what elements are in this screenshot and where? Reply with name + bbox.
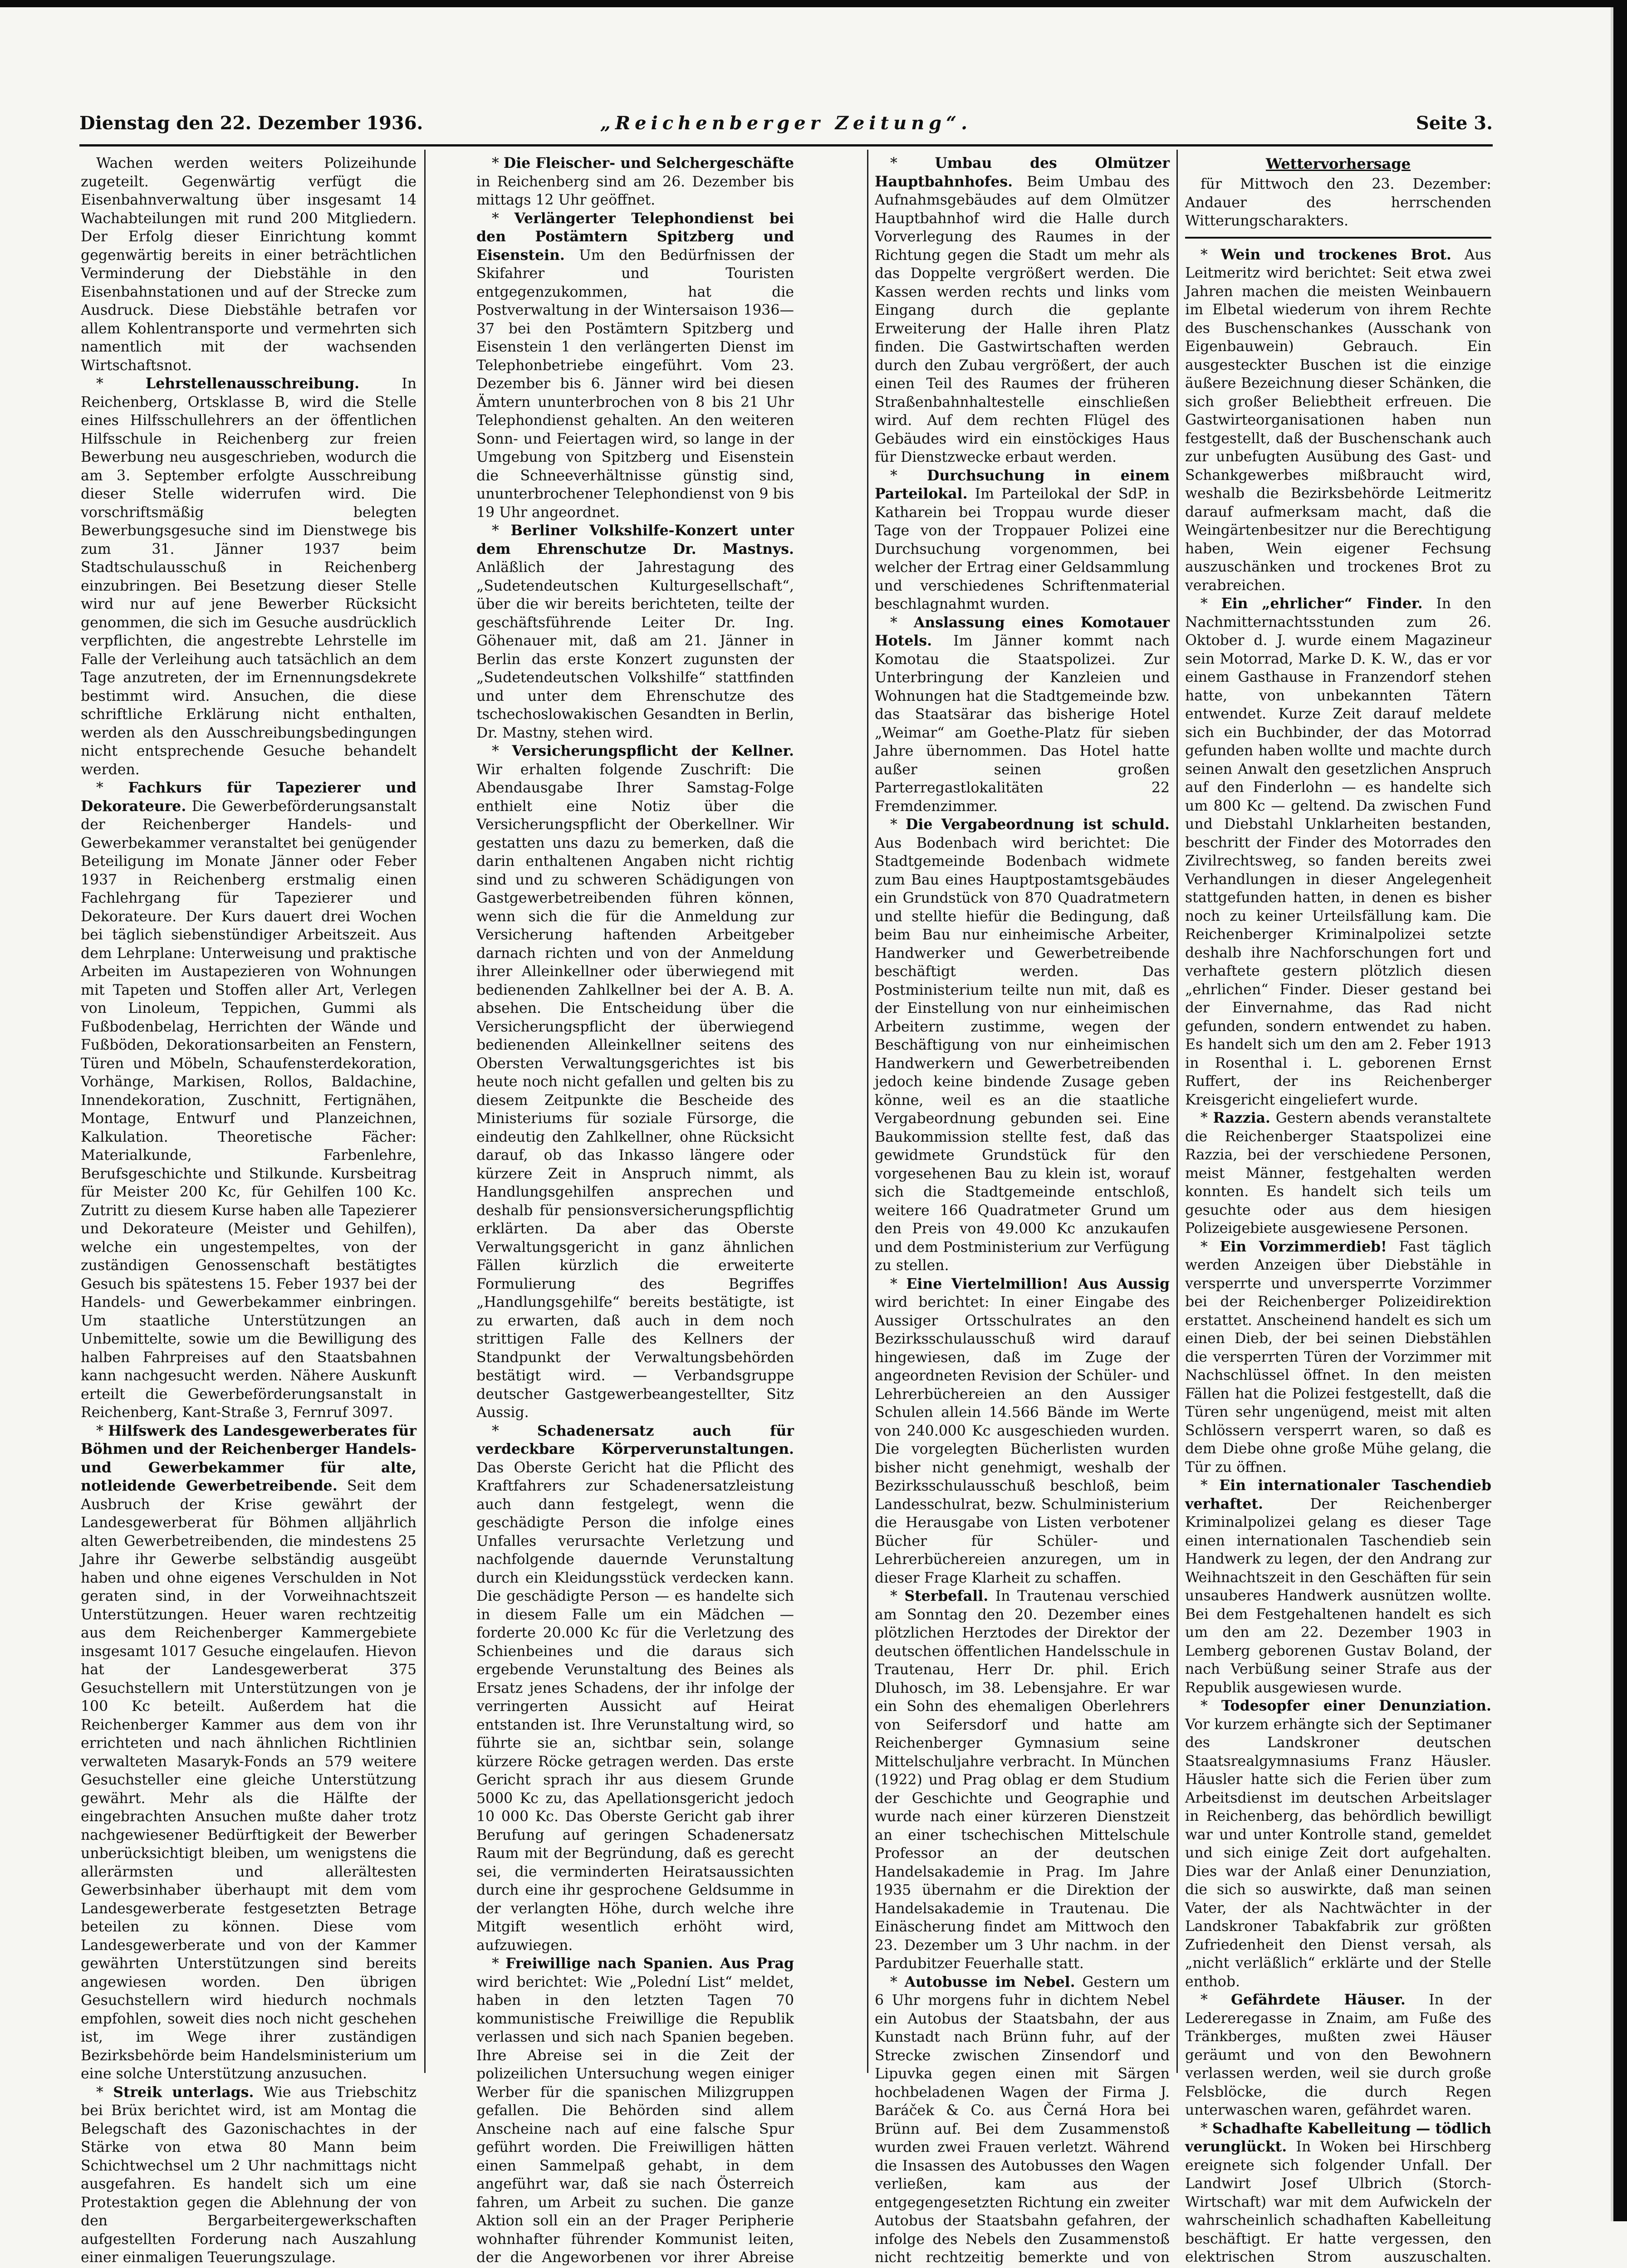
article-body: wird berichtet: Wie „Polední List“ meldet, haben in den letzten Tagen 70 kommunistische Freiwillige die Republik verlassen und sich nach Spanien begeben. Ihre Abreise sei in die Zeit der polizeilichen Untersuchung wegen einiger Werber für die spanischen Milizgruppen gefallen. Die Behörden sind allem Anscheine nach auf eine falsche Spur geführt worden. Die Freiwilligen hätten einen Sammelpaß gehabt, in dem angeführt war, daß sie nach Österreich fahren, um Arbeit zu suchen. Die ganze Aktion soll ein an der Prager Peripherie wohnhafter führender Kommunist leiten, der die Angeworbenen vor ihrer Abreise: [476, 1974, 794, 2268]
bullet-icon: *: [492, 743, 512, 759]
bullet-icon: *: [492, 1955, 505, 1972]
page-header: [79, 105, 1493, 142]
bullet-icon: *: [492, 155, 504, 171]
column-3: [875, 154, 1170, 2082]
newspaper-title: „Reichenberger Zeitung“.: [79, 105, 1493, 142]
article: [875, 614, 1170, 816]
article-body: In der Ledereregasse in Znaim, am Fuße des Tränkberges, mußten zwei Häuser geräumt und von den Bewohnern verlassen werden, weil sie durch große Felsblöcke, die durch Regen unterwaschen waren, gefährdet waren.: [1185, 1992, 1491, 2118]
article-body: wird berichtet: In einer Eingabe des Aussiger Ortsschulrates an den Bezirksschulausschuß wird darauf hingewiesen, daß im Zuge der angeordneten Revision der Schüler- und Lehrerbüchereien an den Aussiger Schulen allein 14.566 Bände im Werte von 240.000 Kc ausgeschieden wurden. Die vorgelegten Bücherlisten wurden bisher nicht genehmigt, weshalb der Bezirksschulausschuß beschloß, beim Landesschulrat, bezw. Schulministerium die Herausgabe von Listen verbotener Bücher für Schüler- und Lehrerbüchereien anzuregen, um in dieser Frage Klarheit zu schaffen.: [875, 1294, 1170, 1586]
weather-forecast-text: für Mittwoch den 23. Dezember: Andauer des herrschenden Witterungscharakters.: [1185, 175, 1491, 230]
bullet-icon: *: [492, 523, 511, 539]
article: [476, 1422, 794, 1955]
article-body: Wachen werden weiters Polizeihunde zugeteilt. Gegenwärtig verfügt die Eisenbahnverwaltung über insgesamt 14 Wachabteilungen mit rund 200 Mitgliedern. Der Erfolg dieser Einrichtung kommt gegenwärtig bereits in einer beträchtlichen Verminderung der Diebstähle in den Eisenbahnstationen und auf der Strecke zum Ausdruck. Diese Diebstähle betrafen vor allem Kohlentransporte und vermehrten sich namentlich mit der wachsenden Wirtschaftsnot.: [81, 155, 417, 374]
article-body: Fast täglich werden Anzeigen über Diebstähle in versperrte und unversperrte Vorzimmer bei der Reichenberger Polizeidirektion erstattet. Anscheinend handelt es sich um einen Dieb, der bei seinen Diebstählen die versperrten Türen der Vorzimmer mit Nachschlüssel öffnet. In den meisten Fällen hat die Polizei festgestellt, daß die Türen sehr ungenügend, meist mit alten Schlössern versperrt waren, so daß es dem Diebe ohne große Mühe gelang, die Tür zu öffnen.: [1185, 1239, 1491, 1476]
article-headline: Die Vergabeordnung ist schuld.: [906, 816, 1170, 833]
article-headline: Eine Viertelmillion! Aus Aussig: [906, 1276, 1170, 1292]
article-headline: Ein internationaler Taschendieb verhaftet.: [1185, 1477, 1491, 1512]
article-headline: Razzia.: [1213, 1110, 1270, 1126]
article-headline: Berliner Volkshilfe-Konzert unter dem Ehrenschutze Dr. Mastnys.: [476, 522, 794, 557]
article-headline: Hilfswerk des Landesgewerberates für Böhmen und der Reichenberger Handels- und Gewerbekammer für alte, notleidende Gewerbetreibende.: [81, 1422, 417, 1495]
bullet-icon: *: [1201, 1992, 1231, 2008]
article-headline: Todesopfer einer Denunziation.: [1221, 1697, 1491, 1714]
column-2: [476, 154, 794, 2082]
article: [476, 1955, 794, 2268]
article: [1185, 1238, 1491, 1477]
article-body: Seit dem Ausbruch der Krise gewährt der Landesgewerberat für Böhmen alljährlich alten Gewerbetreibenden, die mindestens 25 Jahre ihr Gewerbe selbständig ausgeübt haben und ohne eigenes Verschulden in Not geraten sind, in der Vorweihnachtszeit Unterstützungen. Heuer waren rechtzeitig aus dem Reichenberger Kammergebiete insgesamt 1017 Gesuche eingelaufen. Hievon hat der Landesgewerberat 375 Gesuchstellern mit Unterstützungen von je 100 Kc beteilt. Außerdem hat die Reichenberger Kammer aus dem von ihr errichteten und nach ähnlichen Richtlinien verwalteten Masaryk-Fonds an 579 weitere Gesuchsteller eine gleiche Unterstützung gewährt. Mehr als die Hälfte der eingebrachten Ansuchen mußte daher trotz nachgewiesener Bedürftigkeit der Bewerber unberücksichtigt bleiben, um wenigstens die allerärmsten und allerältesten Gewerbsinhaber überhaupt mit dem vom Landesgewerberate festgesetzten Betrage beteilen zu können. Diese vom Landesgewerberate und von der Kammer gewährten Unterstützungen sind bereits angewiesen worden. Den übrigen Gesuchstellern wird hiedurch nochmals empfohlen, soweit dies noch nicht geschehen ist, im Wege ihrer zuständigen Bezirksbehörde beim Handelsministerium um eine solche Unterstützung anzusuchen.: [81, 1478, 417, 2082]
article-headline: Anslassung eines Komotauer Hotels.: [875, 614, 1170, 650]
issue-date: Dienstag den 22. Dezember 1936.: [79, 105, 423, 142]
bullet-icon: *: [1201, 247, 1221, 263]
article-body: Wie aus Triebschitz bei Brüx berichtet wird, ist am Montag die Belegschaft des Gazonischachtes in der Stärke von etwa 80 Mann beim Schichtwechsel um 2 Uhr nachmittags nicht ausgefahren. Es handelt sich um eine Protestaktion gegen die Ablehnung der von den Bergarbeitergewerkschaften aufgestellten Forderung nach Auszahlung einer einmaligen Teuerungszulage.: [81, 2084, 417, 2266]
weather-rule: [1185, 237, 1491, 239]
article: [875, 467, 1170, 614]
page-number: Seite 3.: [1416, 105, 1493, 142]
bullet-icon: *: [1201, 596, 1221, 612]
article-headline: Schadhafte Kabelleitung — tödlich verunglückt.: [1185, 2120, 1491, 2156]
article-body: Anläßlich der Jahrestagung des „Sudetendeutschen Kulturgesellschaft“, über die wir bereits berichteten, teilte der geschäftsführende Leiter Dr. Ing. Göhenauer mit, daß am 21. Jänner in Berlin das erste Konzert zugunsten der „Sudetendeutschen Volkshilfe“ stattfinden und unter dem Ehrenschutze des tschechoslowakischen Gesandten in Berlin, Dr. Mastny, stehen wird.: [476, 559, 794, 741]
article: [1185, 1109, 1491, 1238]
article-headline: Durchsuchung in einem Parteilokal.: [875, 467, 1170, 503]
header-rule: [79, 144, 1493, 147]
article: [875, 1973, 1170, 2268]
article-headline: Lehrstellenausschreibung.: [146, 375, 359, 392]
article: [1185, 1991, 1491, 2120]
article-headline: Wein und trockenes Brot.: [1221, 246, 1451, 263]
article: [476, 742, 794, 1422]
article-headline: Verlängerter Telephondienst bei den Postämtern Spitzberg und Eisenstein.: [476, 210, 794, 264]
article-headline: Gefährdete Häuser.: [1231, 1991, 1406, 2008]
article-body: Wir erhalten folgende Zuschrift: Die Abendausgabe Ihrer Samstag-Folge enthielt eine Notiz über die Versicherungspflicht der Oberkellner. Wir gestatten uns dazu zu bemerken, daß die darin enthaltenen Angaben nicht richtig sind und zu schweren Schädigungen von Gastgewerbetreibenden führen können, wenn sich die für die Anmeldung zur Versicherung haftenden Arbeitgeber darnach richten und von der Anmeldung ihrer Alleinkellner oder überwiegend mit bedienenden Zahlkellner bei der A. B. A. absehen. Die Entscheidung über die Versicherungspflicht der überwiegend bedienenden Alleinkellner seitens des Obersten Verwaltungsgerichtes ist bis heute noch nicht gefallen und gelten bis zu diesem Zeitpunkte die Bescheide des Ministeriums für soziale Fürsorge, die eindeutig den Zahlkellner, ohne Rücksicht darauf, ob das Inkasso längere oder kürzere Zeit in Anspruch nimmt, als Handlungsgehilfen ansprechen und deshalb für pensionsversicherungspflichtig erklärten. Da aber das Oberste Verwaltungsgericht in ganz ähnlichen Fällen kürzlich die erweiterte Formulierung des Begriffes „Handlungsgehilfe“ bereits bestätigte, ist zu erwarten, daß auch in dem noch strittigen Falle des Kellners der Standpunkt der Verwaltungsbehörden bestätigt wird. — Verbandsgruppe deutscher Gastgewerbeangestellter, Sitz Aussig.: [476, 762, 794, 1421]
article: [875, 816, 1170, 1275]
bullet-icon: *: [890, 816, 906, 833]
article-body: Aus Bodenbach wird berichtet: Die Stadtgemeinde Bodenbach widmete zum Bau eines Hauptpostamtsgebäudes ein Grundstück von 870 Quadratmetern und stellte hiefür die Bedingung, daß beim Bau nur einheimische Arbeiter, Handwerker und Gewerbetreibende beschäftigt werden. Das Postministerium teilte nun mit, daß es der Einstellung von nur einheimischen Arbeitern zustimme, wegen der Beschäftigung von nur einheimischen Handwerkern und Gewerbetreibenden jedoch keine bindende Zusage geben könne, weil es an die staatliche Vergabeordnung gebunden sei. Eine Baukommission stellte fest, daß das gewidmete Grundstück für den vorgesehenen Bau zu klein ist, worauf sich die Stadtgemeinde entschloß, weitere 166 Quadratmeter Grund um den Preis von 49.000 Kc anzukaufen und dem Postministerium zur Verfügung zu stellen.: [875, 835, 1170, 1274]
article-body: In den Nachmitternachtsstunden zum 26. Oktober d. J. wurde einem Magazineur sein Motorrad, Marke D. K. W., das er vor einem Gasthause in Franzendorf stehen hatte, von unbekannten Tätern entwendet. Kurze Zeit darauf meldete sich ein Buchbinder, der das Motorrad gefunden haben wollte und machte durch seinen Anwalt den gesetzlichen Anspruch auf den Finderlohn — es handelte sich um 800 Kc — geltend. Da zwischen Fund und Diebstahl Unklarheiten bestanden, beschritt der Finder des Motorrades den Zivilrechtsweg, so fanden bereits zwei Verhandlungen in dieser Angelegenheit stattgefunden hatten, in denen es bisher noch zu keiner Urteilsfällung kam. Die Reichenberger Kriminalpolizei setzte deshalb ihre Nachforschungen fort und verhaftete gestern plötzlich diesen „ehrlichen“ Finder. Dieser gestand bei der Einvernahme, das Rad nicht gefunden, sondern entwendet zu haben. Es handelt sich um den am 2. Feber 1913 in Rosenthal i. L. geborenen Ernst Ruffert, der ins Reichenberger Kreisgericht eingeliefert wurde.: [1185, 596, 1491, 1108]
article-body: Die Gewerbeförderungsanstalt der Reichenberger Handels- und Gewerbekammer veranstaltet bei genügender Beteiligung im Monate Jänner oder Feber 1937 in Reichenberg erstmalig einen Fachlehrgang für Tapezierer und Dekorateure. Der Kurs dauert drei Wochen bei täglich siebenstündiger Arbeitszeit. Aus dem Lehrplane: Unterweisung und praktische Arbeiten im Austapezieren von Wohnungen mit Tapeten und Stoffen aller Art, Verlegen von Linoleum, Teppichen, Gummi als Fußbodenbelag, Herrichten der Wände und Fußböden, Dekorationsarbeiten an Fenstern, Türen und Möbeln, Schaufensterdekoration, Vorhänge, Markisen, Rollos, Baldachine, Innendekoration, Zuschnitt, Fertignähen, Montage, Entwurf und Planzeichnen, Kalkulation. Theoretische Fächer: Materialkunde, Farbenlehre, Berufsgeschichte und Stilkunde. Kursbeitrag für Meister 200 Kc, für Gehilfen 100 Kc. Zutritt zu diesem Kurse haben alle Tapezierer und Dekorateure (Meister und Gehilfen), welche ein ungestempeltes, von der zuständigen Genossenschaft bestätigtes Gesuch bis spätestens 15. Feber 1937 bei der Handels- und Gewerbekammer einbringen. Um staatliche Unterstützungen an Unbemittelte, sowie um die Bewilligung des halben Fahrpreises auf den Staatsbahnen kann nachgesucht werden. Nähere Auskunft erteilt die Gewerbeförderungsanstalt in Reichenberg, Kant-Straße 3, Fernruf 3097.: [81, 798, 417, 1421]
bullet-icon: *: [890, 615, 914, 631]
article-body: In Reichenberg, Ortsklasse B, wird die Stelle eines Hilfsschullehrers an der öffentlichen Hilfsschule in Reichenberg zur freien Bewerbung neu ausgeschrieben, wodurch die am 3. September erfolgte Ausschreibung dieser Stelle widerrufen wird. Die vorschriftsmäßig belegten Bewerbungsgesuche sind im Dienstwege bis zum 31. Jänner 1937 beim Stadtschulausschuß in Reichenberg einzubringen. Bei Besetzung dieser Stelle wird nur auf jene Bewerber Rücksicht genommen, die sich im Gesuche ausdrücklich verpflichten, die angestrebte Lehrstelle im Falle der Verleihung auch tatsächlich an dem Tage anzutreten, der im Ernennungsdekrete bestimmt wird. Ansuchen, die diese schriftliche Erklärung nicht enthalten, werden als den Ausschreibungsbedingungen nicht entsprechende Gesuche behandelt werden.: [81, 376, 417, 778]
scan-border-top: [0, 0, 1627, 7]
column-4: [1185, 154, 1491, 2082]
column-divider: [867, 150, 868, 2073]
article: [1185, 595, 1491, 1109]
article-headline: Umbau des Olmützer Hauptbahnhofes.: [875, 155, 1170, 190]
article: [1185, 2120, 1491, 2268]
article-body: In Woken bei Hirschberg ereignete sich folgender Unfall. Der Landwirt Josef Ulbrich (Storch-Wirtschaft) war mit dem Aufwickeln der wahrscheinlich schadhaften Kabelleitung beschäftigt. Er hatte vergessen, den elektrischen Strom auszuschalten.: [1185, 2139, 1491, 2268]
scan-border-right-inner: [1611, 7, 1613, 2221]
article: [476, 154, 794, 210]
article-headline: Fachkurs für Tapezierer und Dekorateure.: [81, 779, 417, 815]
bullet-icon: *: [96, 1423, 108, 1439]
article-body: Vor kurzem erhängte sich der Septimaner des Landskroner deutschen Staatsrealgymnasiums Franz Häusler. Häusler hatte sich die Ferien über zum Arbeitsdienst im deutschen Arbeitslager in Reichenberg, das behördlich bewilligt war und unter Kontrolle stand, gemeldet und sich einige Zeit dort aufgehalten. Dies war der Anlaß einer Denunziation, die sich so auswirkte, daß man seinen Vater, der als Nachtwächter in der Landskroner Tabakfabrik zur größten Zufriedenheit den Dienst versah, als „nicht verläßlich“ erklärte und der Stelle enthob.: [1185, 1716, 1491, 1990]
bullet-icon: *: [1201, 1110, 1213, 1126]
article-headline: Versicherungspflicht der Kellner.: [512, 743, 794, 759]
bullet-icon: *: [492, 1423, 537, 1439]
article: [81, 154, 417, 375]
bullet-icon: *: [492, 210, 514, 227]
article: [1185, 1697, 1491, 1991]
article-headline: Sterbefall.: [904, 1588, 988, 1604]
bullet-icon: *: [1201, 1477, 1219, 1494]
article-body: Beim Umbau des Aufnahmsgebäudes auf dem Olmützer Hauptbahnhof wird die Halle durch Vorverlegung des Raumes in der Richtung gegen die Stadt um mehr als das Doppelte vergrößert werden. Die Kassen werden rechts und links vom Eingang durch die geplante Erweiterung der Halle ihren Platz finden. Die Gastwirtschaften werden durch den Zubau vergrößert, der auch einen Teil des Raumes der früheren Straßenbahnhaltestelle einschließen wird. Auf dem rechten Flügel des Gebäudes wird ein einstöckiges Haus für Dienstzwecke erbaut werden.: [875, 174, 1170, 466]
article-body: Um den Bedürfnissen der Skifahrer und Touristen entgegenzukommen, hat die Postverwaltung in der Wintersaison 1936—37 bei den Postämtern Spitzberg und Eisenstein 1 den verlängerten Dienst im Telephonbetriebe eingeführt. Vom 23. Dezember bis 6. Jänner wird bei diesen Ämtern ununterbrochen von 8 bis 21 Uhr Telephondienst gehalten. An den weiteren Sonn- und Feiertagen wird, so lange in der Umgebung von Spitzberg und Eisenstein die Schneeverhältnisse günstig sind, ununterbrochener Telephondienst von 9 bis 19 Uhr angeordnet.: [476, 247, 794, 521]
bullet-icon: *: [1201, 2121, 1212, 2137]
article-headline: Die Fleischer- und Selchergeschäfte: [504, 155, 794, 171]
article: [476, 210, 794, 522]
weather-forecast-title: Wettervorhersage: [1185, 154, 1491, 173]
column-1: [81, 154, 417, 2082]
column-divider: [1176, 150, 1178, 2073]
bullet-icon: *: [96, 780, 128, 796]
article-headline: Autobusse im Nebel.: [905, 1974, 1075, 1990]
article-body: Aus Leitmeritz wird berichtet: Seit etwa zwei Jahren machen die meisten Weinbauern im Elbetal wiederum von ihrem Rechte des Buschenschankes (Ausschank von Eigenbauwein) Gebrauch. Ein ausgesteckter Buschen ist die einzige äußere Bezeichnung dieser Schänken, die sich großer Beliebtheit erfreuen. Die Gastwirteorganisationen haben nun festgestellt, daß der Buschenschank auch zur unbefugten Ausübung des Gast- und Schankgewerbes mißbraucht wird, weshalb die Bezirksbehörde Leitmeritz darauf aufmerksam macht, daß die Weingärtenbesitzer nur die Berechtigung haben, Wein eigener Fechsung auszuschänken und trockenes Brot zu verabreichen.: [1185, 247, 1491, 594]
article-body: Das Oberste Gericht hat die Pflicht des Kraftfahrers zur Schadenersatzleistung auch dann festgelegt, wenn die geschädigte Person die infolge eines Unfalles verursachte Verletzung und nachfolgende dauernde Verunstaltung durch ein Kleidungsstück verdecken kann. Die geschädigte Person — es handelte sich in diesem Falle um ein Mädchen — forderte 20.000 Kc für die Verletzung des Schienbeines und die daraus sich ergebende Verunstaltung des Beines als Ersatz jenes Schadens, der ihr infolge der verringerten Aussicht auf Heirat entstanden ist. Ihre Verunstaltung wird, so führte sie an, sichtbar sein, solange kürzere Röcke getragen werden. Das erste Gericht sprach ihr aus diesem Grunde 5000 Kc zu, das Apellationsgericht jedoch 10 000 Kc. Das Oberste Gericht gab ihrer Berufung auf geringen Schadenersatz Raum mit der Begründung, daß es gerecht sei, die verminderten Heiratsaussichten durch eine ihr gesprochene Geldsumme in der verlangten Höhe, durch welche ihre Mitgift wesentlich erhöht wird, aufzuwiegen.: [476, 1460, 794, 1954]
article-headline: Freiwillige nach Spanien. Aus Prag: [505, 1955, 794, 1972]
article-headline: Ein Vorzimmerdieb!: [1220, 1238, 1387, 1255]
bullet-icon: *: [96, 2084, 113, 2101]
article-body: Im Jänner kommt nach Komotau die Staatspolizei. Zur Unterbringung der Kanzleien und Wohnungen hat die Stadtgemeinde bzw. das Staatsärar das bisherige Hotel „Weimar“ am Goethe-Platz für sieben Jahre übernommen. Das Hotel hatte außer seinen großen Parterregastlokalitäten 22 Fremdenzimmer.: [875, 633, 1170, 815]
bullet-icon: *: [890, 1974, 905, 1990]
article-headline: Ein „ehrlicher“ Finder.: [1221, 595, 1423, 612]
article: [875, 154, 1170, 467]
bullet-icon: *: [96, 376, 146, 392]
bullet-icon: *: [890, 155, 935, 171]
bullet-icon: *: [890, 1588, 904, 1604]
article-body: Gestern um 6 Uhr morgens fuhr in dichtem Nebel ein Autobus der Staatsbahn, der aus Kunstadt nach Brünn fuhr, auf der Strecke zwischen Zinsendorf und Lipuvka gegen einen mit Särgen hochbeladenen Wagen der Firma J. Baráček & Co. aus Černá Hora bei Brünn auf. Bei dem Zusammenstoß wurden zwei Frauen verletzt. Während die Insassen des Autobusses den Wagen verließen, kam aus der entgegengesetzten Richtung ein zweiter Autobus der Staatsbahn gefahren, der infolge des Nebels den Zusammenstoß nicht rechtzeitig bemerkte und von: [875, 1974, 1170, 2268]
bullet-icon: *: [1201, 1698, 1221, 1714]
column-divider: [424, 150, 426, 2073]
bullet-icon: *: [1201, 1239, 1220, 1255]
article: [1185, 246, 1491, 595]
article-body: In Trautenau verschied am Sonntag den 20. Dezember eines plötzlichen Herztodes der Direktor der deutschen öffentlichen Handelsschule in Trautenau, Herr Dr. phil. Erich Dluhosch, im 38. Lebensjahre. Er war ein Sohn des ehemaligen Oberlehrers von Seifersdorf und hatte am Reichenberger Gymnasium seine Mittelschuljahre verbracht. In München (1922) und Prag oblag er dem Studium der Geschichte und Geographie und wurde nach einer kürzeren Dienstzeit an einer tschechischen Mittelschule Professor an der deutschen Handelsakademie in Prag. Im Jahre 1935 übernahm er die Direktion der Handelsakademie in Trautenau. Die Einäscherung findet am Mittwoch den 23. Dezember um 3 Uhr nachm. in der Pardubitzer Feuerhalle statt.: [875, 1588, 1170, 1972]
article-body: Gestern abends veranstaltete die Reichenberger Staatspolizei eine Razzia, bei der verschiedene Personen, meist Männer, festgehalten werden konnten. Es handelt sich teils um gesuchte oder aus dem hiesigen Polizeigebiete ausgewiesene Personen.: [1185, 1110, 1491, 1237]
article-headline: Schadenersatz auch für verdeckbare Körperverunstaltungen.: [476, 1422, 794, 1458]
article: [1185, 1476, 1491, 1697]
scan-border-right: [1613, 0, 1627, 2221]
bullet-icon: *: [890, 1276, 906, 1292]
article-headline: Streik unterlags.: [113, 2084, 254, 2101]
article-body: Im Parteilokal der SdP. in Katharein bei Troppau wurde dieser Tage von der Troppauer Polizei eine Durchsuchung vorgenommen, bei welcher der Ertrag einer Geldsammlung und verschiedenes Schriftenmaterial beschlagnahmt wurden.: [875, 486, 1170, 612]
article: [476, 522, 794, 742]
article: [875, 1587, 1170, 1973]
article-body: Der Reichenberger Kriminalpolizei gelang es dieser Tage einen internationalen Taschendieb sein Handwerk zu legen, der den Andrang zur Weihnachtszeit in den Geschäften für sein unsauberes Handwerk ausnützen wollte. Bei dem Festgehaltenen handelt es sich um den am 22. Dezember 1903 in Lemberg geborenen Gustav Boland, der nach Verbüßung seiner Strafe aus der Republik ausgewiesen wurde.: [1185, 1496, 1491, 1696]
article: [81, 2083, 417, 2267]
article: [875, 1275, 1170, 1588]
article: [81, 779, 417, 1422]
article: [81, 1422, 417, 2083]
article: [81, 375, 417, 779]
article-body: in Reichenberg sind am 26. Dezember bis mittags 12 Uhr geöffnet.: [476, 174, 794, 209]
bullet-icon: *: [890, 468, 927, 484]
